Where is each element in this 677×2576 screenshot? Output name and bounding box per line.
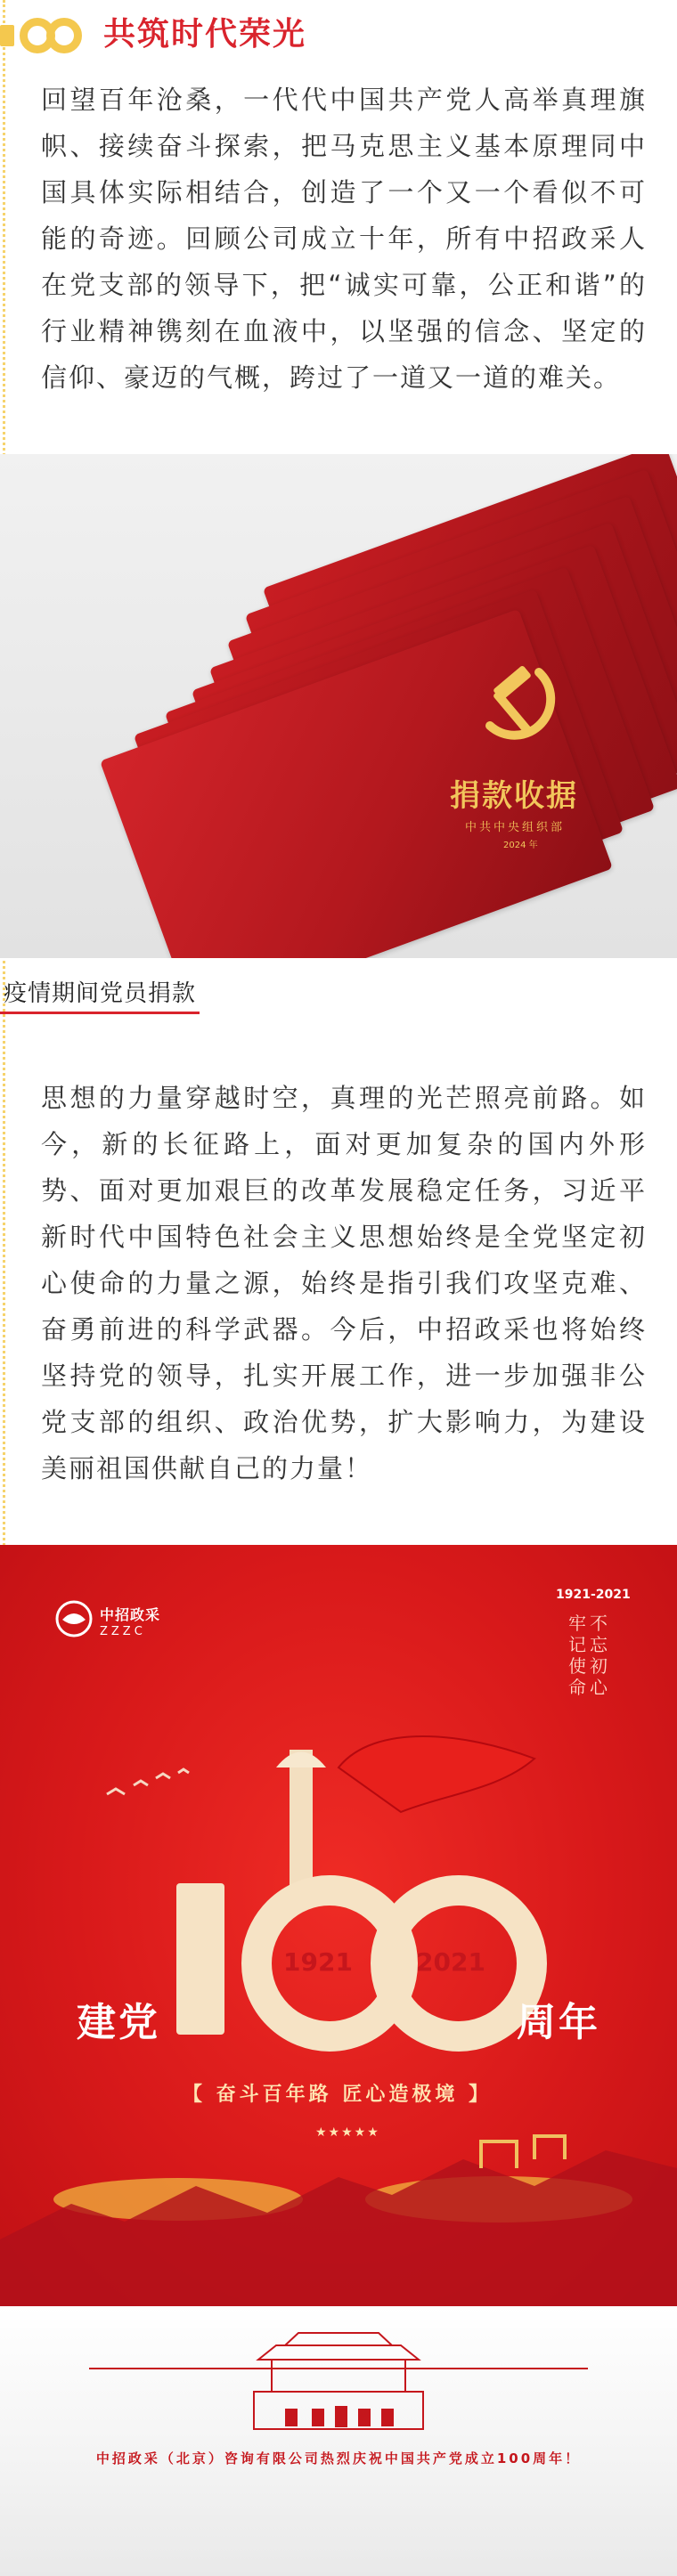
donation-receipts-photo <box>0 454 677 958</box>
paragraph-future: 思想的力量穿越时空，真理的光芒照亮前路。如今，新的长征路上，面对更加复杂的国内外形势、面对更加艰巨的改革发展稳定任务，习近平新时代中国特色社会主义思想始终是全党坚定初心使命的力量之源，始终是指引我们攻坚克难、奋勇前进的科学武器。今后，中招政采也将始终坚持党的领导，扎实开展工作，进一步加强非公党支部的组织、政治优势，扩大影响力，为建设美丽祖国供献自己的力量！ <box>41 1083 647 1483</box>
section-header <box>0 9 677 59</box>
poster-year-range: 1921-2021 <box>556 1588 631 1602</box>
company-name: 中招政采 <box>100 1606 161 1623</box>
receipt-issuer: 中共中央组织部 <box>465 821 566 834</box>
photo-caption: 疫情期间党员捐款 <box>0 976 200 1014</box>
paragraph-history: 回望百年沧桑，一代代中国共产党人高举真理旗帜、接续奋斗探索，把马克思主义基本原理同中国具体实际相结合，创造了一个又一个看似不可能的奇迹。回顾公司成立十年，所有中招政采人在党支部的领导下，把“诚实可靠，公正和谐”的行业精神镌刻在血液中，以坚强的信念、坚定的信仰、豪迈的气概，跨过了一道又一道的难关。 <box>41 85 647 393</box>
number-100-icon <box>0 14 86 55</box>
company-logo-icon <box>55 1600 93 1637</box>
footer-banner <box>0 2306 677 2576</box>
vertical-slogan-1: 牢记使命 <box>568 1613 586 1698</box>
receipt-title: 捐款收据 <box>450 778 578 814</box>
poster-right-text: 周年 <box>517 2000 600 2045</box>
vertical-slogan-2: 不忘初心 <box>590 1613 608 1698</box>
year-start: 1921 <box>283 1947 353 1977</box>
poster-left-text: 建党 <box>77 2000 160 2045</box>
celebration-banner-text: 中招政采（北京）咨询有限公司热烈庆祝中国共产党成立100周年！ <box>95 2450 582 2466</box>
hammer-sickle-icon <box>468 654 566 752</box>
tiananmen-icon <box>0 2306 677 2449</box>
section-title: 共筑时代荣光 <box>103 16 307 53</box>
poster-slogan: 【 奋斗百年路 匠心造极境 】 <box>183 2084 492 2106</box>
company-abbr: ZZZC <box>100 1625 146 1638</box>
star-row: ★★★★★ <box>315 2125 380 2140</box>
centenary-poster <box>0 1545 677 2306</box>
year-end: 2021 <box>416 1947 485 1977</box>
receipt-year: 2024 年 <box>503 841 538 850</box>
